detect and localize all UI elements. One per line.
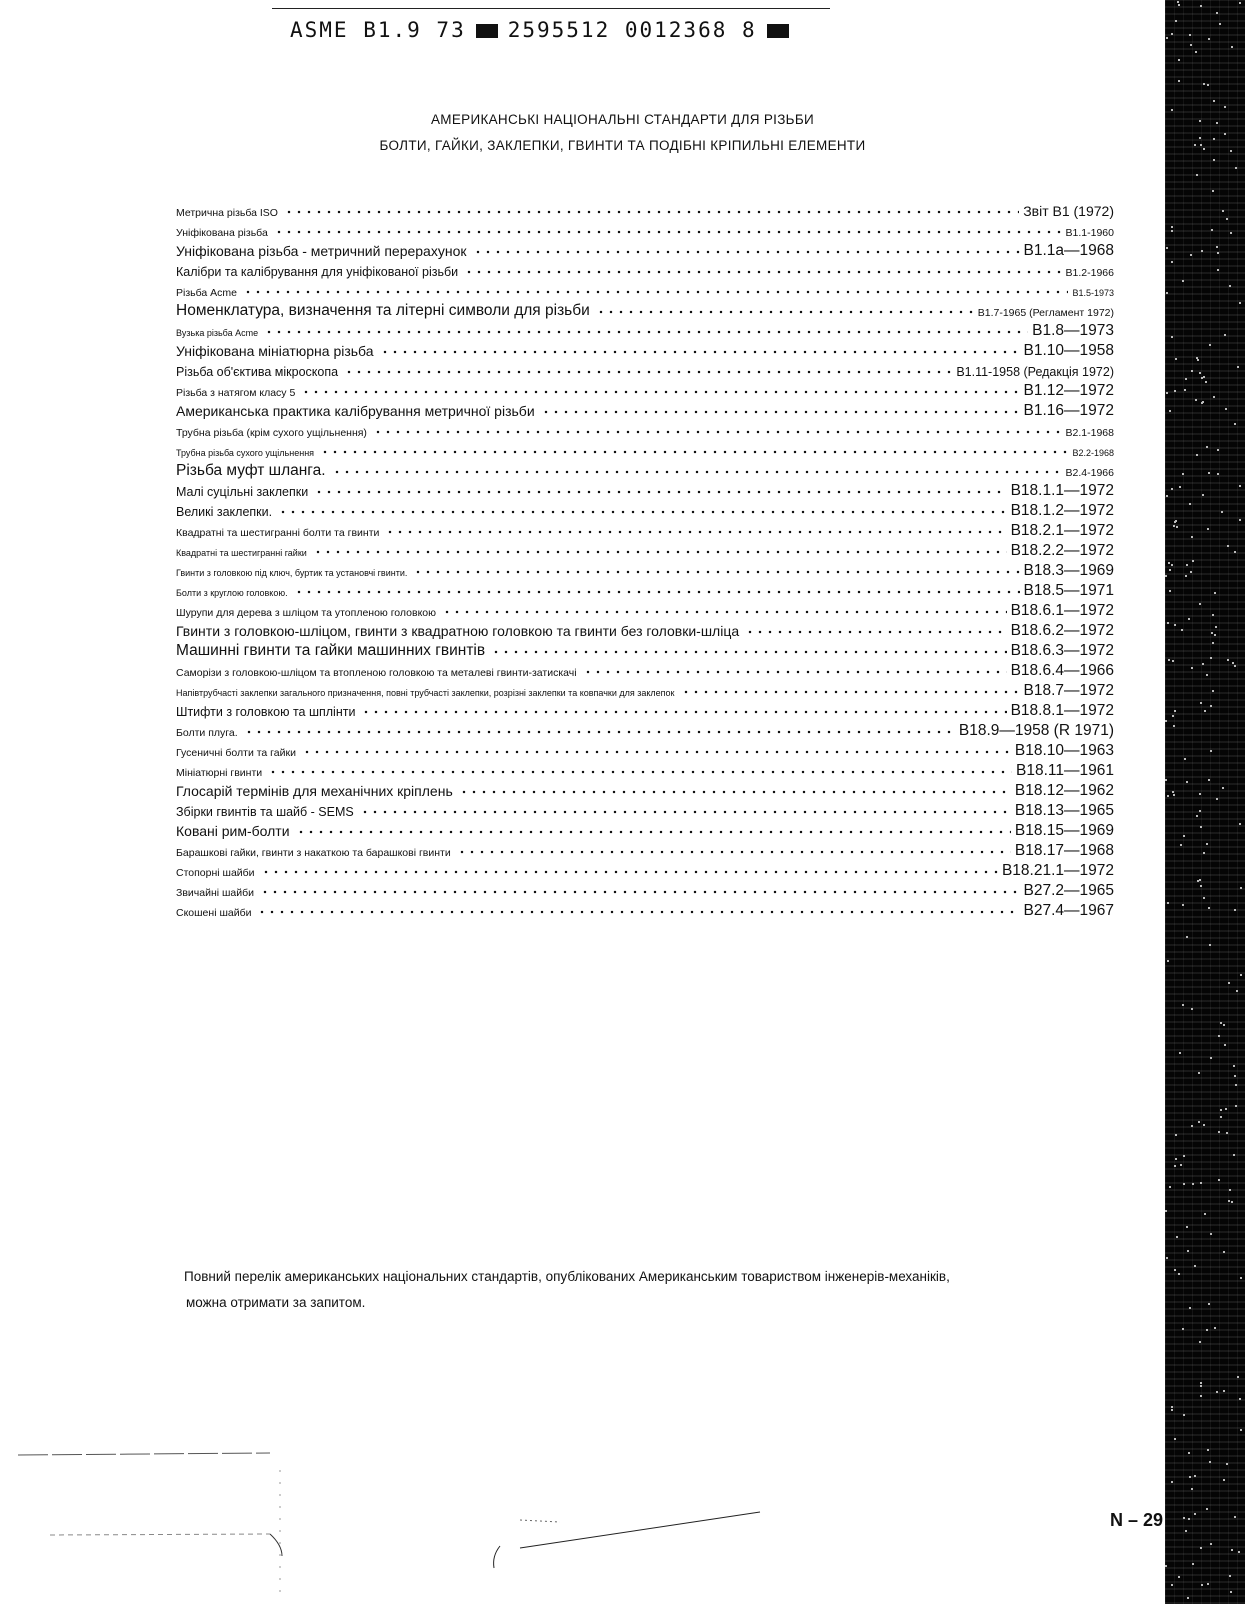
toc-standard-ref: B1.10—1958 <box>1023 341 1114 359</box>
toc-standard-ref: B18.9—1958 (R 1971) <box>958 721 1114 739</box>
toc-standard-ref: B1.1a—1968 <box>1023 241 1114 259</box>
toc-title: Болти плуга. <box>176 726 238 739</box>
scan-stray-line <box>520 1520 560 1522</box>
toc-title: Уніфікована різьба <box>176 226 268 239</box>
toc-standard-ref: B18.3—1969 <box>1023 561 1114 579</box>
scan-stray-curve <box>270 1534 282 1556</box>
toc-title: Квадратні та шестигранні болти та гвинти <box>176 526 380 539</box>
toc-standard-ref: B2.2-1968 <box>1072 448 1114 458</box>
page-number: N – 29 <box>1110 1510 1164 1530</box>
toc-title: Американська практика калібрування метричної різьби <box>176 403 535 419</box>
toc-title: Скошені шайби <box>176 906 252 919</box>
toc-title: Великі заклепки. <box>176 504 273 519</box>
toc-title: Напівтрубчасті заклепки загального призначення, повні трубчасті заклепки, розрізні заклепки та ковпачки для заклепок <box>176 688 675 698</box>
toc-title: Різьба Acme <box>176 286 237 299</box>
toc-title: Збірки гвинтів та шайб - SEMS <box>176 804 354 819</box>
toc-title: Уніфікована різьба - метричний перерахунок <box>176 243 467 259</box>
toc-standard-ref: B27.4—1967 <box>1023 901 1114 919</box>
toc-standard-ref: B18.5—1971 <box>1023 581 1114 599</box>
toc-title: Уніфікована мініатюрна різьба <box>176 343 374 359</box>
toc-standard-ref: B18.21.1—1972 <box>1001 861 1114 879</box>
toc-standard-ref: B18.15—1969 <box>1014 821 1114 839</box>
toc-title: Малі суцільні заклепки <box>176 484 309 499</box>
toc-title: Штифти з головкою та шплінти <box>176 704 356 719</box>
toc-title: Метрична різьба ISO <box>176 206 278 219</box>
toc-standard-ref: B18.1.1—1972 <box>1010 481 1114 499</box>
toc-title: Гвинти з головкою-шліцом, гвинти з квадратною головкою та гвинти без головки-шліца <box>176 623 740 639</box>
toc-title: Глосарій термінів для механічних кріплень <box>176 783 453 799</box>
toc-standard-ref: B1.16—1972 <box>1023 401 1114 419</box>
toc-title: Трубна різьба (крім сухого ущільнення) <box>176 426 367 439</box>
toc-title: Мініатюрні гвинти <box>176 766 263 779</box>
toc-standard-ref: B18.13—1965 <box>1014 801 1114 819</box>
toc-standard-ref: B1.5-1973 <box>1072 288 1114 298</box>
toc-title: Квадратні та шестигранні гайки <box>176 548 307 558</box>
toc-standard-ref: B18.17—1968 <box>1014 841 1114 859</box>
toc-title: Болти з круглою головкою. <box>176 588 288 598</box>
toc-standard-ref: B2.1-1968 <box>1065 426 1114 439</box>
scan-stray-curve <box>494 1546 500 1568</box>
page-title-line-2: БОЛТИ, ГАЙКИ, ЗАКЛЕПКИ, ГВИНТИ ТА ПОДІБНІ КРІПИЛЬНІ ЕЛЕМЕНТИ <box>379 138 866 153</box>
toc-title: Звичайні шайби <box>176 886 255 899</box>
page-title-line-1: АМЕРИКАНСЬКІ НАЦІОНАЛЬНІ СТАНДАРТИ ДЛЯ РІЗЬБИ <box>431 112 814 127</box>
toc-standard-ref: B18.2.1—1972 <box>1010 521 1114 539</box>
toc-standard-ref: Звіт B1 (1972) <box>1023 203 1114 219</box>
scan-stray-line <box>18 1453 270 1455</box>
toc-title: Барашкові гайки, гвинти з накаткою та барашкові гвинти <box>176 846 451 859</box>
toc-title: Стопорні шайби <box>176 866 255 879</box>
scan-stray-line <box>50 1534 270 1535</box>
toc-title: Різьба з натягом класу 5 <box>176 386 296 399</box>
toc-title: Машинні гвинти та гайки машинних гвинтів <box>176 641 486 659</box>
toc-standard-ref: B27.2—1965 <box>1023 881 1114 899</box>
toc-standard-ref: B1.12—1972 <box>1023 381 1114 399</box>
toc-standard-ref: B18.12—1962 <box>1014 781 1114 799</box>
toc-standard-ref: B18.1.2—1972 <box>1010 501 1114 519</box>
toc-title: Гусеничні болти та гайки <box>176 746 296 759</box>
toc-title: Номенклатура, визначення та літерні символи для різьби <box>176 301 590 319</box>
toc-title: Калібри та калібрування для уніфікованої різьби <box>176 264 459 279</box>
document-code-part-1: ASME B1.9 73 <box>290 18 466 42</box>
footer-note-line-1: Повний перелік американських національних стандартів, опублікованих Американським товариством інженерів-механіків, <box>184 1269 950 1284</box>
toc-standard-ref: B1.1-1960 <box>1065 226 1114 239</box>
toc-standard-ref: B18.2.2—1972 <box>1010 541 1114 559</box>
toc-standard-ref: B18.6.4—1966 <box>1010 661 1114 679</box>
toc-standard-ref: B2.4-1966 <box>1065 466 1114 479</box>
toc-standard-ref: B18.8.1—1972 <box>1010 701 1114 719</box>
toc-standard-ref: B18.6.3—1972 <box>1010 641 1114 659</box>
footer-note-line-2: можна отримати за запитом. <box>186 1295 366 1310</box>
toc-standard-ref: B18.10—1963 <box>1014 741 1114 759</box>
toc-title: Гвинти з головкою під ключ, буртик та установчі гвинти. <box>176 568 408 578</box>
toc-title: Трубна різьба сухого ущільнення <box>176 448 315 458</box>
toc-title: Різьба об'єктива мікроскопа <box>176 364 339 379</box>
toc-standard-ref: B18.6.1—1972 <box>1010 601 1114 619</box>
toc-standard-ref: B1.8—1973 <box>1032 321 1114 339</box>
toc-standard-ref: B18.11—1961 <box>1016 761 1114 779</box>
toc-title: Вузька різьба Acme <box>176 328 259 338</box>
document-code-part-2: 2595512 0012368 8 <box>507 18 757 42</box>
toc-title: Ковані рим-болти <box>176 823 290 839</box>
toc-standard-ref: B1.11-1958 (Редакція 1972) <box>956 364 1114 379</box>
toc-title: Шурупи для дерева з шліцом та утопленою головкою <box>176 606 437 619</box>
toc-title: Саморізи з головкою-шліцом та втопленою головкою та металеві гвинти-затискачі <box>176 666 577 679</box>
scan-stray-line <box>520 1512 760 1548</box>
toc-title: Різьба муфт шланга. <box>176 461 326 479</box>
toc-standard-ref: B18.6.2—1972 <box>1010 621 1114 639</box>
toc-standard-ref: B1.2-1966 <box>1065 266 1114 279</box>
toc-standard-ref: B18.7—1972 <box>1023 681 1114 699</box>
toc-standard-ref: B1.7-1965 (Регламент 1972) <box>977 306 1114 319</box>
